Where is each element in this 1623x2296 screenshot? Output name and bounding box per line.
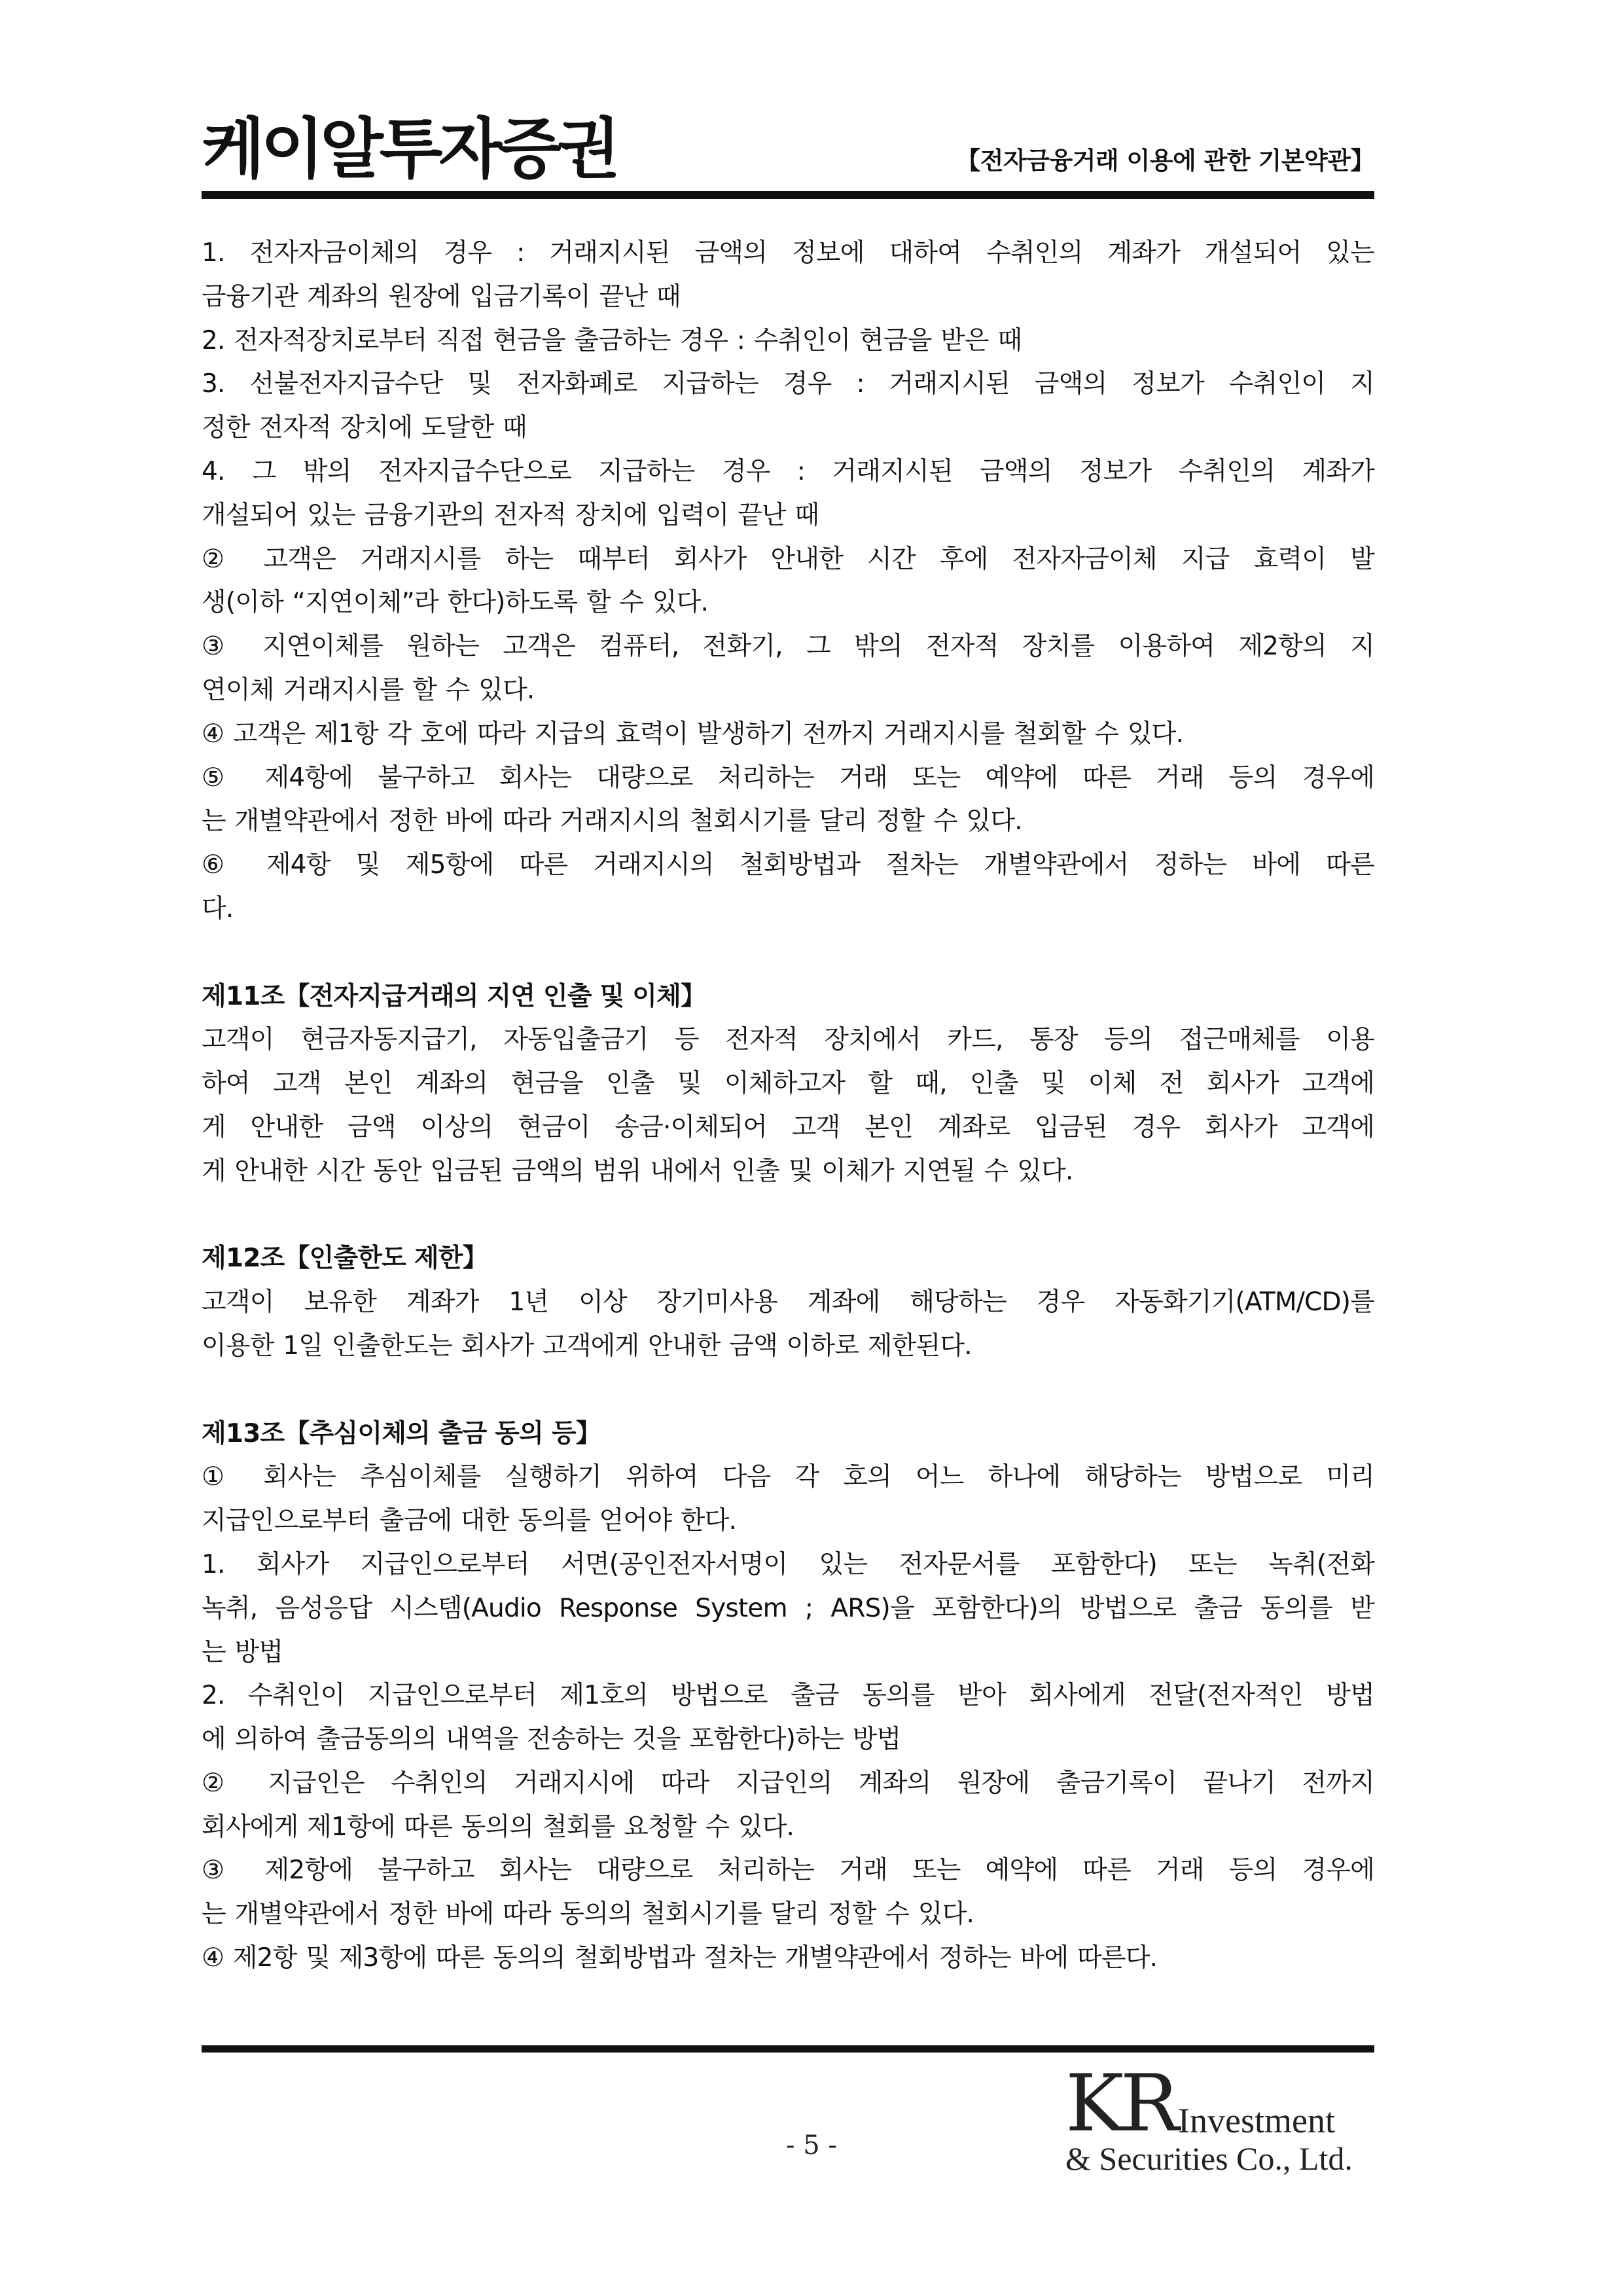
text-line: 는 개별약관에서 정한 바에 따라 거래지시의 철회시기를 달리 정할 수 있다. xyxy=(202,806,1022,836)
text-line: 회사에게 제1항에 따른 동의의 철회를 요청할 수 있다. xyxy=(202,1812,794,1842)
text-line: 2. 전자적장치로부터 직접 현금을 출금하는 경우 : 수취인이 현금을 받은 때 xyxy=(202,325,1022,355)
text-line: ② 지급인은 수취인의 거래지시에 따라 지급인의 계좌의 원장에 출금기록이 끝나기 전까지 xyxy=(202,1768,1374,1798)
blank-line xyxy=(202,1194,1374,1238)
text-line: 금융기관 계좌의 원장에 입금기록이 끝난 때 xyxy=(202,281,681,312)
header-divider xyxy=(202,191,1374,199)
article-heading: 제12조【인출한도 제한】 xyxy=(202,1244,488,1274)
text-line: 는 개별약관에서 정한 바에 따라 동의의 철회시기를 달리 정할 수 있다. xyxy=(202,1899,974,1929)
text-line: 게 안내한 시간 동안 입금된 금액의 범위 내에서 인출 및 이체가 지연될 수 있다. xyxy=(202,1156,1073,1186)
text-line: ⑤ 제4항에 불구하고 회사는 대량으로 처리하는 거래 또는 예약에 따른 거래 등의 경우에 xyxy=(202,762,1374,793)
footer-logo-securities: & Securities Co., Ltd. xyxy=(1065,2140,1353,2177)
text-line: 2. 수취인이 지급인으로부터 제1호의 방법으로 출금 동의를 받아 회사에게 전달(전자적인 방법 xyxy=(202,1681,1374,1711)
text-line: 지급인으로부터 출금에 대한 동의를 얻어야 한다. xyxy=(202,1506,737,1536)
text-line: 4. 그 밖의 전자지급수단으로 지급하는 경우 : 거래지시된 금액의 정보가 수취인의 계좌가 xyxy=(202,456,1374,486)
text-line: 이용한 1일 인출한도는 회사가 고객에게 안내한 금액 이하로 제한된다. xyxy=(202,1331,972,1361)
text-line: 1. 회사가 지급인으로부터 서면(공인전자서명이 있는 전자문서를 포함한다) 또는 녹취(전화 xyxy=(202,1549,1374,1579)
text-line: 는 방법 xyxy=(202,1637,283,1667)
document-body xyxy=(202,232,1374,1981)
page-number: - 5 - xyxy=(786,2130,837,2161)
footer-divider xyxy=(202,2045,1374,2053)
text-line: ② 고객은 거래지시를 하는 때부터 회사가 안내한 시간 후에 전자자금이체 지급 효력이 발 xyxy=(202,544,1374,574)
footer-logo-kr: KR xyxy=(1065,2058,1175,2149)
blank-line xyxy=(202,931,1374,975)
text-line: ③ 제2항에 불구하고 회사는 대량으로 처리하는 거래 또는 예약에 따른 거래 등의 경우에 xyxy=(202,1856,1374,1886)
text-line: 게 안내한 금액 이상의 현금이 송금·이체되어 고객 본인 계좌로 입금된 경우 회사가 고객에 xyxy=(202,1112,1374,1142)
text-line: 연이체 거래지시를 할 수 있다. xyxy=(202,675,535,705)
text-line: ③ 지연이체를 원하는 고객은 컴퓨터, 전화기, 그 밖의 전자적 장치를 이용하여 제2항의 지 xyxy=(202,632,1374,662)
text-line: ④ 제2항 및 제3항에 따른 동의의 철회방법과 절차는 개별약관에서 정하는 바에 따른다. xyxy=(202,1943,1158,1973)
article-heading: 제13조【추심이체의 출금 동의 등】 xyxy=(202,1418,601,1448)
text-line: 하여 고객 본인 계좌의 현금을 인출 및 이체하고자 할 때, 인출 및 이체 전 회사가 고객에 xyxy=(202,1069,1374,1099)
text-line: ① 회사는 추심이체를 실행하기 위하여 다음 각 호의 어느 하나에 해당하는 방법으로 미리 xyxy=(202,1462,1374,1492)
text-line: 에 의하여 출금동의의 내역을 전송하는 것을 포함한다)하는 방법 xyxy=(202,1725,901,1755)
article-heading: 제11조【전자지급거래의 지연 인출 및 이체】 xyxy=(202,981,706,1011)
company-logo-text: 케이알투자증권 xyxy=(202,111,617,187)
text-line: 녹취, 음성응답 시스템(Audio Response System ; ARS)을 포함한다)의 방법으로 출금 동의를 받 xyxy=(202,1593,1374,1623)
text-line: ⑥ 제4항 및 제5항에 따른 거래지시의 철회방법과 절차는 개별약관에서 정하는 바에 따른 xyxy=(202,850,1374,880)
text-line: 개설되어 있는 금융기관의 전자적 장치에 입력이 끝난 때 xyxy=(202,500,819,530)
text-line: 정한 전자적 장치에 도달한 때 xyxy=(202,413,527,443)
text-line: 고객이 보유한 계좌가 1년 이상 장기미사용 계좌에 해당하는 경우 자동화기기(ATM/CD)를 xyxy=(202,1287,1374,1318)
blank-line xyxy=(202,1369,1374,1412)
text-line: 고객이 현금자동지급기, 자동입출금기 등 전자적 장치에서 카드, 통장 등의 접근매체를 이용 xyxy=(202,1025,1374,1055)
text-line: 1. 전자자금이체의 경우 : 거래지시된 금액의 정보에 대하여 수취인의 계좌가 개설되어 있는 xyxy=(202,238,1374,268)
text-line: 생(이하 “지연이체”라 한다)하도록 할 수 있다. xyxy=(202,588,709,618)
text-line: 3. 선불전자지급수단 및 전자화폐로 지급하는 경우 : 거래지시된 금액의 정보가 수취인이 지 xyxy=(202,369,1374,399)
text-line: 다. xyxy=(202,893,234,924)
document-title: 【전자금융거래 이용에 관한 기본약관】 xyxy=(956,147,1374,175)
text-line: ④ 고객은 제1항 각 호에 따라 지급의 효력이 발생하기 전까지 거래지시를 철회할 수 있다. xyxy=(202,719,1184,749)
footer-logo-investment: Investment xyxy=(1178,2101,1335,2140)
